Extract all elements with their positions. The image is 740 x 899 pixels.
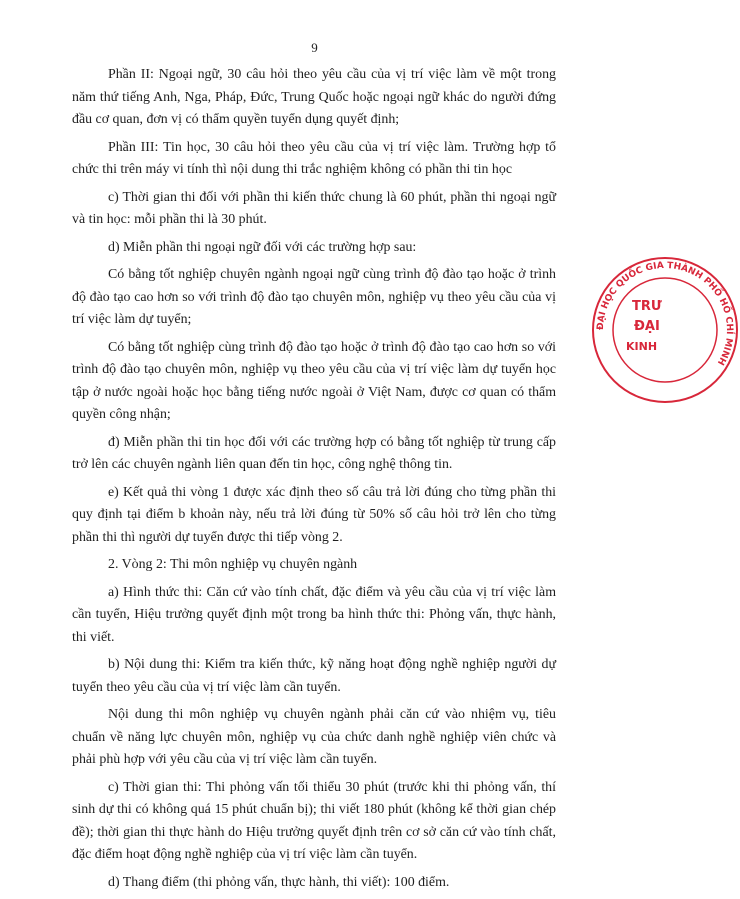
seal-ring-text: ĐẠI HỌC QUỐC GIA THÀNH PHỐ HỒ CHÍ MINH [595, 260, 735, 367]
page-number: 9 [311, 40, 318, 55]
paragraph-e-result: e) Kết quả thi vòng 1 được xác định theo số câu trả lời đúng cho từng phần thi quy định tại điểm b khoản này, nếu trả lời đúng từ 50% số câu hỏi trở lên cho từng phần thi thì người dự tuyển được thi tiếp vòng 2. [72, 484, 556, 545]
seal-text-line-1: TRƯ [632, 299, 662, 314]
seal-graphic [590, 255, 740, 405]
seal-outer-ring [593, 258, 737, 402]
paragraph-exemption-1: Có bằng tốt nghiệp chuyên ngành ngoại ngữ cùng trình độ đào tạo hoặc ở trình độ đào tạo cao hơn so với trình độ đào tạo chuyên môn, nghiệp vụ theo yêu cầu của vị trí việc làm dự tuyển; [72, 267, 556, 327]
paragraph-c-time: c) Thời gian thi đối với phần thi kiến thức chung là 60 phút, phần thi ngoại ngữ và tin học: mỗi phần thi là 30 phút. [72, 189, 556, 227]
document-body [72, 64, 556, 899]
paragraph-content-basis: Nội dung thi môn nghiệp vụ chuyên ngành phải căn cứ vào nhiệm vụ, tiêu chuẩn về năng lực chuyên môn, nghiệp vụ của chức danh nghề nghiệp viên chức và phải phù hợp với yêu cầu của vị trí việc làm cần tuyển. [72, 707, 556, 767]
seal-inner-ring [613, 278, 717, 382]
paragraph-d-exemption: d) Miễn phần thi ngoại ngữ đối với các trường hợp sau: [108, 239, 417, 255]
seal-text-line-3: KINH [626, 340, 658, 353]
paragraph-round-2: 2. Vòng 2: Thi môn nghiệp vụ chuyên ngành [108, 557, 358, 572]
paragraph-c-duration: c) Thời gian thi: Thi phỏng vấn tối thiểu 30 phút (trước khi thi phỏng vấn, thí sinh dự thi có không quá 15 phút chuẩn bị); thi viết 180 phút (không kể thời gian chép đề); thời gian thi thực hành do Hiệu trưởng quyết định trên cơ sở căn cứ vào tính chất, đặc điểm hoạt động nghề nghiệp của vị trí việc làm cần tuyển. [72, 779, 556, 862]
paragraph-part-2: Phần II: Ngoại ngữ, 30 câu hỏi theo yêu cầu của vị trí việc làm về một trong năm thứ tiếng Anh, Nga, Pháp, Đức, Trung Quốc hoặc ngoại ngữ khác do người đứng đầu cơ quan, đơn vị có thẩm quyền tuyển dụng quyết định; [72, 67, 556, 127]
paragraph-exemption-2: Có bằng tốt nghiệp cùng trình độ đào tạo hoặc ở trình độ đào tạo cao hơn so với trình độ đào tạo chuyên môn, nghiệp vụ theo yêu cầu của vị trí việc làm dự tuyển học tập ở nước ngoài hoặc học bằng tiếng nước ngoài ở Việt Nam, được cơ quan có thẩm quyền công nhận; [72, 339, 556, 422]
official-seal-stamp [590, 255, 740, 405]
paragraph-d-scale: d) Thang điểm (thi phỏng vấn, thực hành, thi viết): 100 điểm. [108, 874, 450, 890]
paragraph-a-format: a) Hình thức thi: Căn cứ vào tính chất, đặc điểm và yêu cầu của vị trí việc làm cần tuyển, Hiệu trưởng quyết định một trong ba hình thức thi: Phỏng vấn, thực hành, thi viết. [72, 584, 556, 645]
paragraph-b-content: b) Nội dung thi: Kiểm tra kiến thức, kỹ năng hoạt động nghề nghiệp người dự tuyển theo yêu cầu của vị trí việc làm cần tuyển. [72, 657, 556, 695]
seal-text-line-2: ĐẠI [634, 319, 660, 334]
paragraph-dd-it-exemption: đ) Miễn phần thi tin học đối với các trường hợp có bằng tốt nghiệp từ trung cấp trở lên các chuyên ngành liên quan đến tin học, công nghệ thông tin. [72, 434, 556, 472]
paragraph-part-3: Phần III: Tin học, 30 câu hỏi theo yêu cầu của vị trí việc làm. Trường hợp tổ chức thi trên máy vi tính thì nội dung thi trắc nghiệm không có phần thi tin học [72, 139, 556, 177]
